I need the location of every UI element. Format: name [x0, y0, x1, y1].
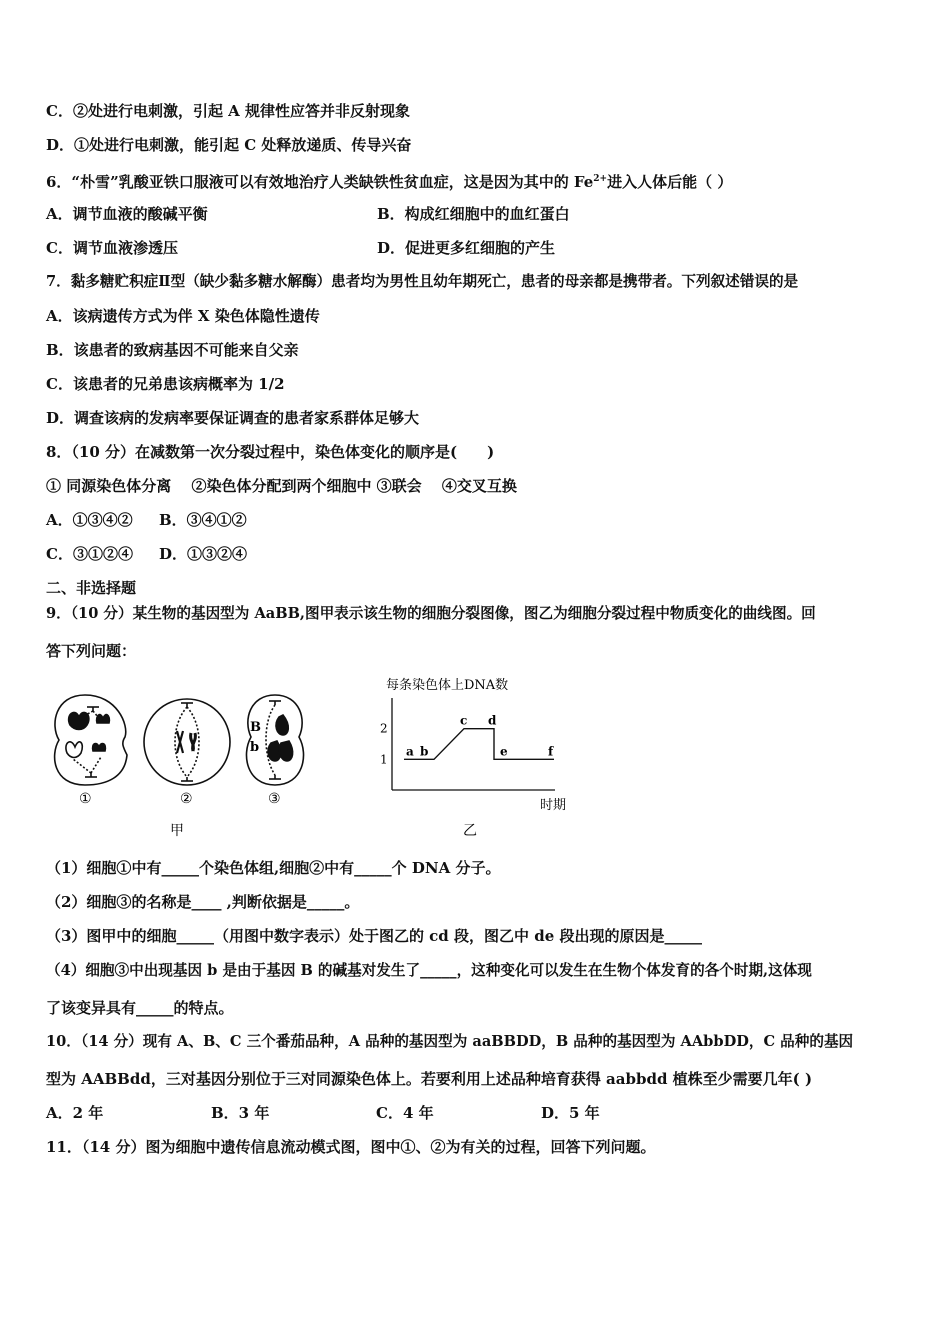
q8-stem: 8．（10 分）在减数第一次分裂过程中，染色体变化的顺序是( ) — [46, 443, 495, 461]
q9-sub-2: （2）细胞③的名称是____ ,判断依据是_____。 — [46, 893, 360, 911]
chart-point-label: f — [548, 744, 554, 759]
cell-2 — [144, 699, 230, 785]
chart-y-tick-label: 1 — [380, 752, 388, 767]
q9-sub-4-line-1: （4）细胞③中出现基因 b 是由于基因 B 的碱基对发生了_____，这种变化可以发生在生物个体发育的各个时期,这体现 — [46, 962, 812, 979]
q5-option-c: C．②处进行电刺激，引起 A 规律性应答并非反射现象 — [46, 102, 411, 120]
figure-jia — [45, 685, 330, 845]
figure-jia-caption: 甲 — [170, 823, 184, 839]
chart-point-label: e — [500, 744, 508, 759]
chart-point-label: c — [460, 713, 468, 728]
q6-option-c: C．调节血液渗透压 — [46, 239, 178, 257]
chart-title: 每条染色体上DNA数 — [386, 678, 509, 693]
cell-3-label: ③ — [268, 791, 281, 807]
q10-stem-line-2: 型为 AABBdd，三对基因分别位于三对同源染色体上。若要利用上述品种培育获得 aabbdd 植株至少需要几年( ) — [46, 1070, 813, 1088]
q6-option-a: A．调节血液的酸碱平衡 — [46, 205, 208, 223]
q9-sub-3: （3）图甲中的细胞_____（用图中数字表示）处于图乙的 cd 段，图乙中 de 段出现的原因是_____ — [46, 927, 702, 945]
cell-3-gene-label-b: b — [250, 740, 260, 755]
figure-yi-chart — [370, 672, 590, 844]
q9-sub-1: （1）细胞①中有_____个染色体组,细胞②中有_____个 DNA 分子。 — [46, 859, 501, 877]
q9-stem-line-1: 9．（10 分）某生物的基因型为 AaBB,图甲表示该生物的细胞分裂图像，图乙为细胞分裂过程中物质变化的曲线图。回 — [46, 605, 816, 622]
q6-option-b: B．构成红细胞中的血红蛋白 — [377, 205, 570, 223]
cell-1 — [55, 695, 127, 785]
q6-stem-text: 6．“朴雪”乳酸亚铁口服液可以有效地治疗人类缺铁性贫血症，这是因为其中的 Fe — [46, 173, 594, 191]
q7-stem: 7．黏多糖贮积症Ⅱ型（缺少黏多糖水解酶）患者均为男性且幼年期死亡，患者的母亲都是携带者。下列叙述错误的是 — [46, 273, 799, 290]
q11-stem: 11．（14 分）图为细胞中遗传信息流动模式图，图中①、②为有关的过程，回答下列问题。 — [46, 1138, 656, 1156]
q10-option-c: C．4 年 — [376, 1104, 434, 1122]
q8-option-b: B．③④①② — [159, 511, 247, 529]
q9-stem-line-2: 答下列问题： — [46, 642, 137, 660]
q8-items: ① 同源染色体分离 ②染色体分配到两个细胞中 ③联会 ④交叉互换 — [46, 477, 517, 495]
q7-option-c: C．该患者的兄弟患该病概率为 1/2 — [46, 375, 285, 393]
q10-option-b: B．3 年 — [211, 1104, 270, 1122]
cell-2-label: ② — [180, 791, 193, 807]
q10-stem-line-1: 10．（14 分）现有 A、B、C 三个番茄品种，A 品种的基因型为 aaBBDD，B 品种的基因型为 AAbbDD，C 品种的基因 — [46, 1033, 854, 1050]
q8-option-d: D．①③②④ — [159, 545, 248, 563]
cell-3-gene-label-B: B — [250, 720, 261, 735]
q6-stem-superscript: 2+ — [593, 174, 608, 184]
chart-x-axis-label: 时期 — [540, 798, 567, 813]
cell-1-label: ① — [79, 791, 92, 807]
q5-option-d: D．①处进行电刺激，能引起 C 处释放递质、传导兴奋 — [46, 136, 412, 154]
q7-option-b: B．该患者的致病基因不可能来自父亲 — [46, 341, 299, 359]
section-heading: 二、非选择题 — [46, 579, 137, 597]
chart-y-tick-label: 2 — [380, 721, 388, 736]
q6-option-d: D．促进更多红细胞的产生 — [377, 239, 556, 257]
q7-option-a: A．该病遗传方式为伴 X 染色体隐性遗传 — [46, 307, 320, 325]
q10-option-a: A．2 年 — [46, 1104, 104, 1122]
q6-stem-tail: 进入人体后能（ ） — [607, 173, 733, 191]
q7-option-d: D．调查该病的发病率要保证调查的患者家系群体足够大 — [46, 409, 420, 427]
chart-point-label: d — [488, 713, 497, 728]
q9-sub-4-line-2: 了该变异具有_____的特点。 — [46, 999, 234, 1017]
chart-point-label: a — [406, 744, 414, 759]
q8-option-c: C．③①②④ — [46, 545, 133, 563]
q6-stem — [46, 169, 732, 192]
chart-point-label: b — [420, 744, 429, 759]
figure-yi-caption: 乙 — [463, 823, 477, 839]
q10-option-d: D．5 年 — [541, 1104, 600, 1122]
q8-option-a: A．①③④② — [46, 511, 133, 529]
